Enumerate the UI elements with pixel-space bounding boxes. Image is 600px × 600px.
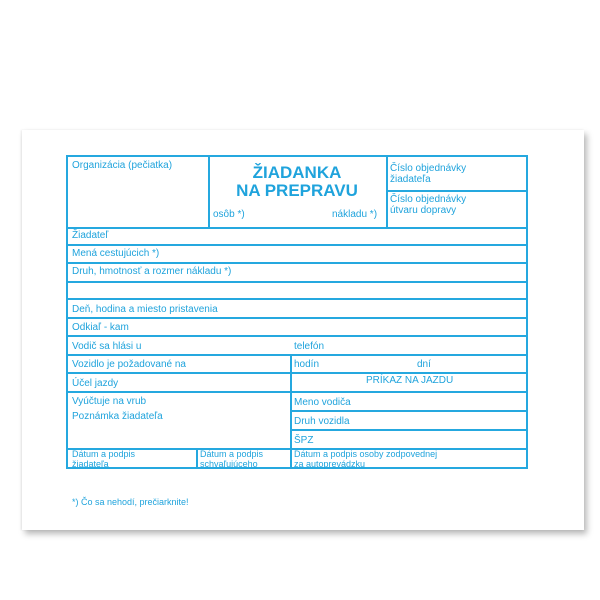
- divider: [66, 298, 528, 300]
- phone-label: telefón: [294, 341, 325, 352]
- passenger-names-label: Mená cestujúcich *): [72, 248, 160, 259]
- applicant-note-label: Poznámka žiadateľa: [72, 411, 163, 422]
- plate-label: ŠPZ: [294, 435, 314, 446]
- divider: [66, 372, 528, 374]
- trip-order-label: PRÍKAZ NA JAZDU: [366, 375, 454, 386]
- divider: [66, 317, 528, 319]
- approver-signature-label: Dátum a podpis schvaľujúceho: [200, 449, 264, 469]
- vehicle-type-label: Druh vozidla: [294, 416, 350, 427]
- cargo-type-label: Druh, hmotnosť a rozmer nákladu *): [72, 266, 232, 277]
- hours-label: hodín: [294, 359, 320, 370]
- order-number-dept-label: Číslo objednávky útvaru dopravy: [390, 194, 467, 216]
- divider: [66, 391, 528, 393]
- pickup-label: Deň, hodina a miesto pristavenia: [72, 304, 218, 315]
- driver-reports-label: Vodič sa hlási u: [72, 341, 142, 352]
- persons-label: osôb *): [213, 209, 245, 220]
- divider: [196, 448, 198, 469]
- divider: [66, 227, 528, 229]
- driver-name-label: Meno vodiča: [294, 397, 351, 408]
- form-title-line2: NA PREPRAVU: [236, 181, 358, 200]
- purpose-label: Účel jazdy: [72, 378, 119, 389]
- divider: [66, 354, 528, 356]
- route-label: Odkiaľ - kam: [72, 322, 129, 333]
- divider: [66, 262, 528, 264]
- divider: [290, 410, 528, 412]
- divider: [66, 244, 528, 246]
- divider: [66, 281, 528, 283]
- cargo-label: nákladu *): [332, 209, 378, 220]
- divider: [386, 155, 388, 228]
- divider: [290, 429, 528, 431]
- divider: [290, 354, 292, 469]
- responsible-signature-label: Dátum a podpis osoby zodpovednej za autoprevádzku: [294, 449, 438, 469]
- applicant-signature-label: Dátum a podpis žiadateľa: [72, 449, 136, 469]
- divider: [66, 335, 528, 337]
- applicant-label: Žiadateľ: [72, 230, 109, 241]
- footnote: *) Čo sa nehodí, prečiarknite!: [72, 497, 189, 507]
- divider: [208, 155, 210, 228]
- billed-to-label: Vyúčtuje na vrub: [72, 396, 147, 407]
- form-title-line1: ŽIADANKA: [252, 163, 342, 182]
- organization-label: Organizácia (pečiatka): [72, 160, 173, 171]
- divider: [386, 190, 528, 192]
- vehicle-required-label: Vozidlo je požadované na: [72, 359, 186, 370]
- form-sheet: [22, 130, 584, 530]
- days-label: dní: [417, 359, 431, 370]
- order-number-label: Číslo objednávky žiadateľa: [390, 163, 467, 185]
